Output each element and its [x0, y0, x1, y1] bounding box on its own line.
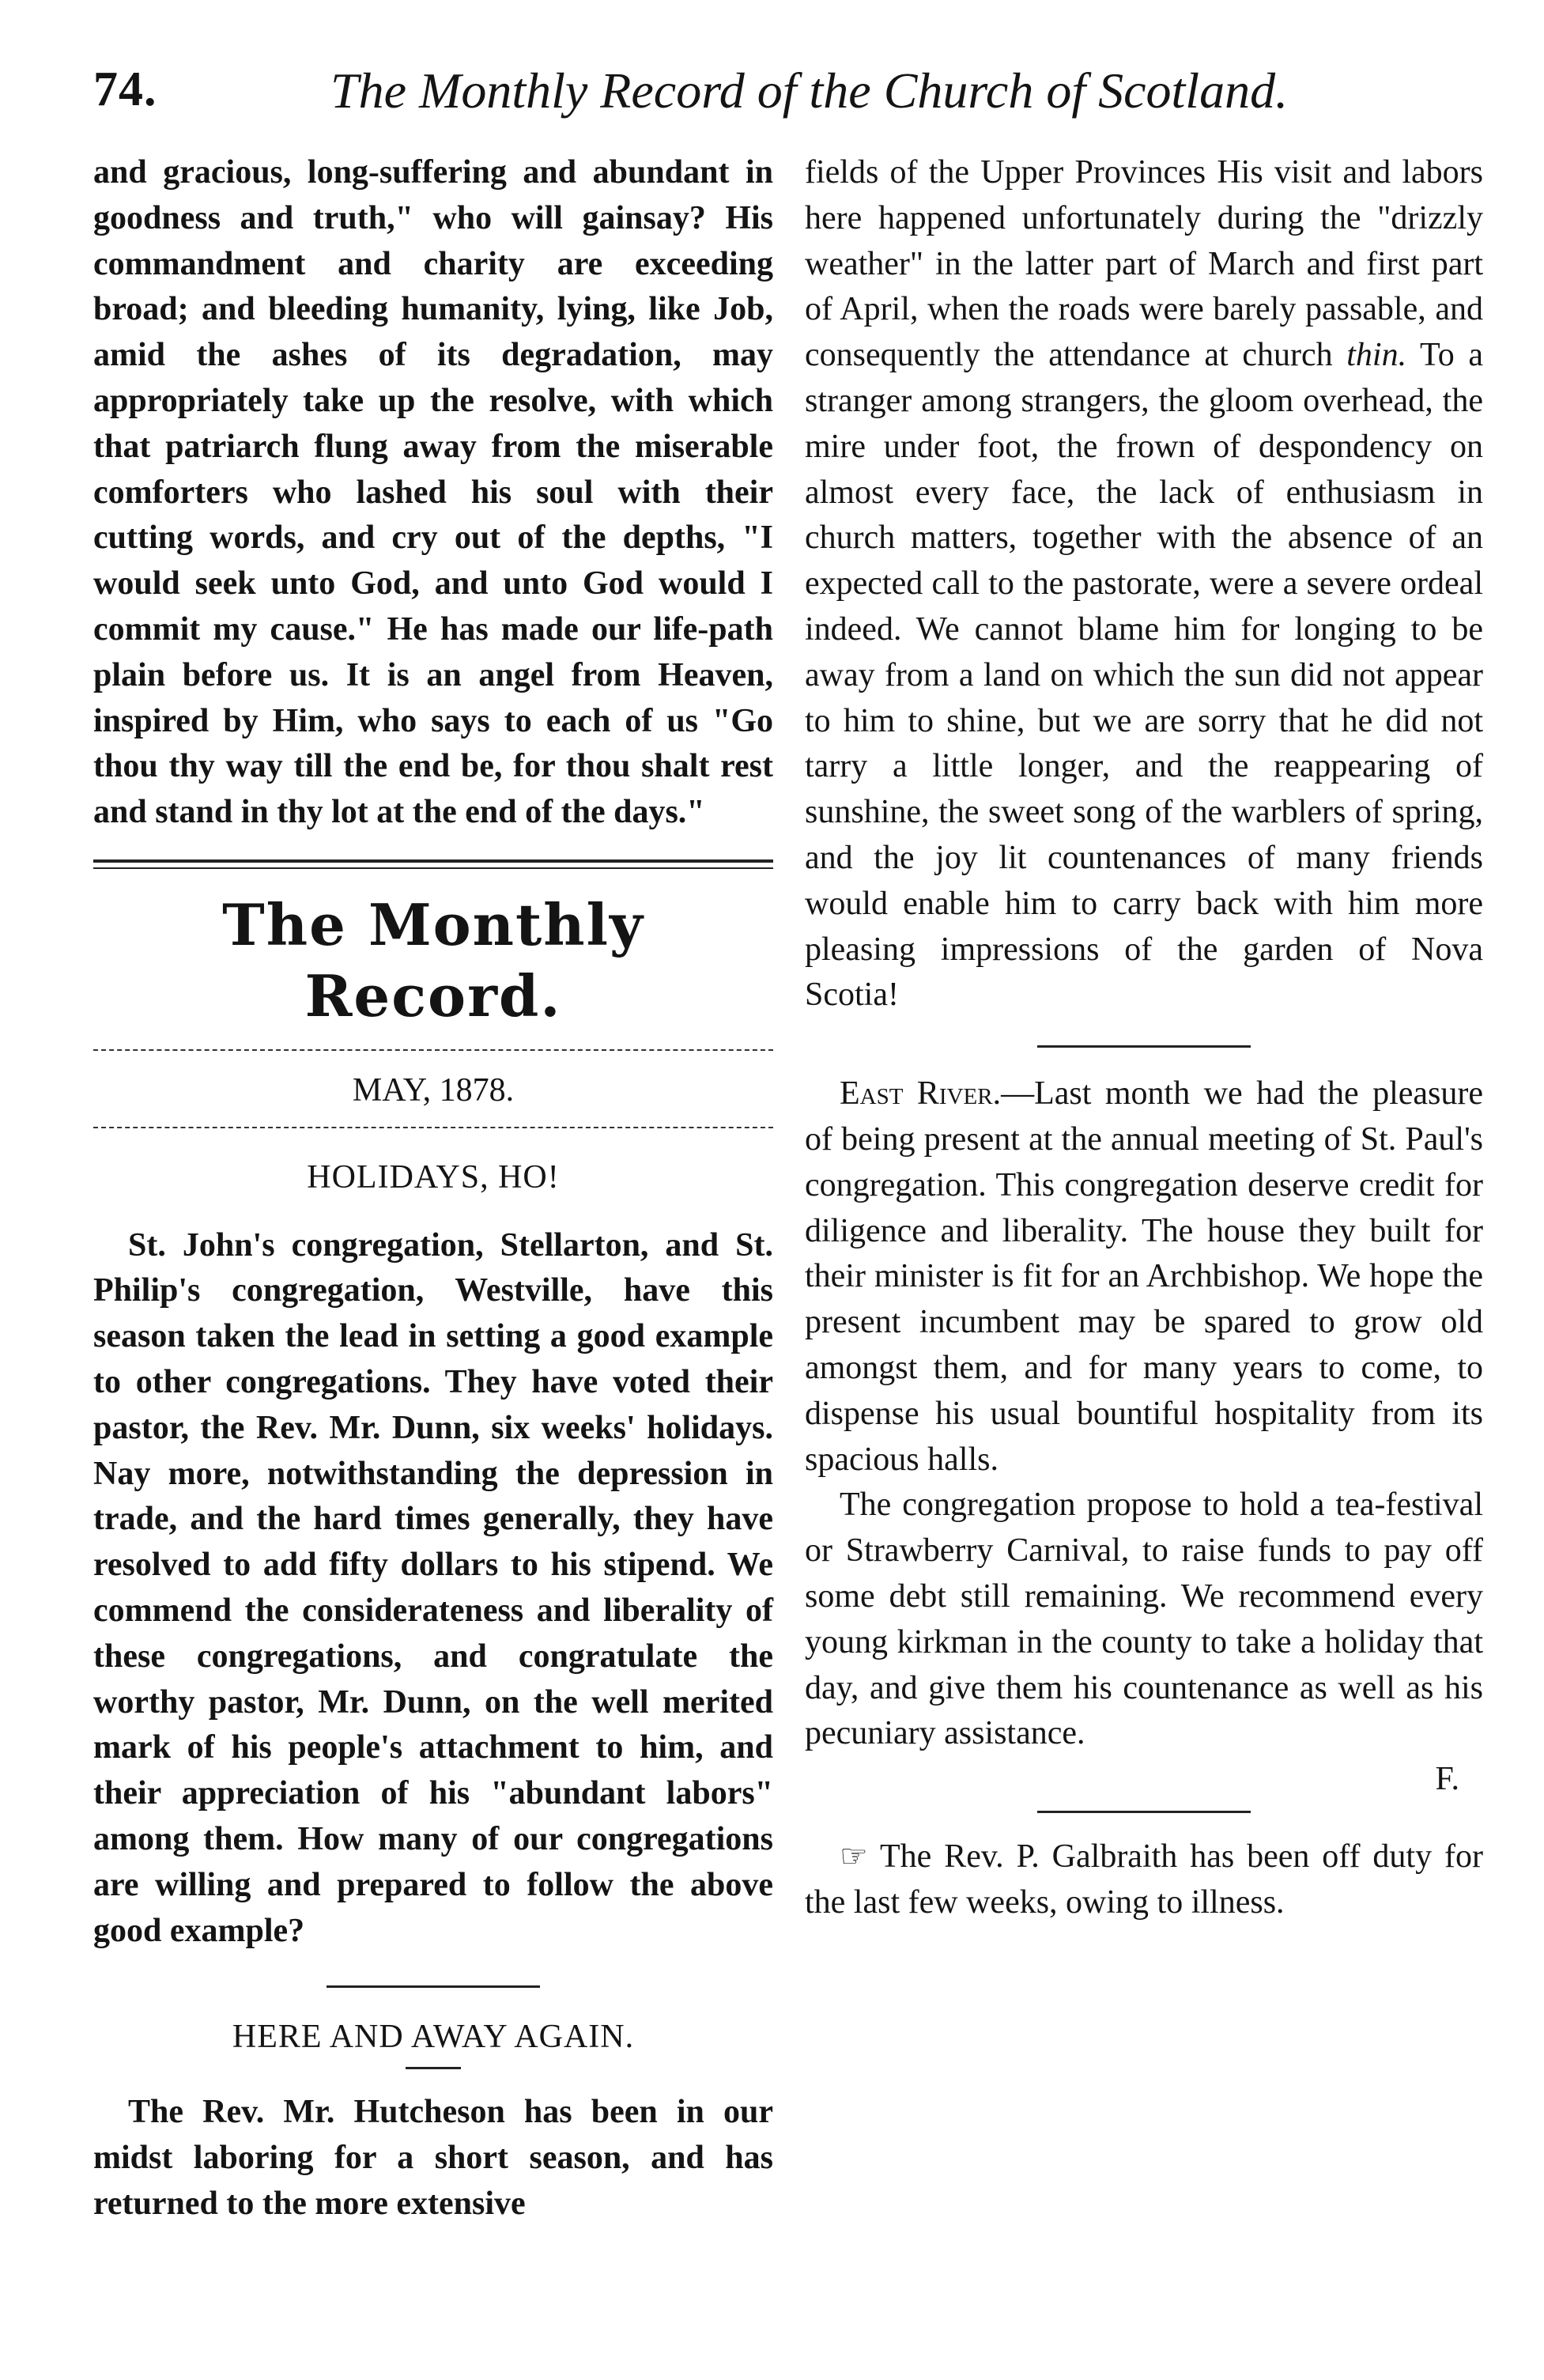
section-divider	[1037, 1045, 1251, 1048]
holidays-heading: HOLIDAYS, HO!	[307, 1158, 560, 1196]
article-text: To a stranger among strangers, the gloom overhead, the mire under foot, the frown of despondency on almost every face, the lack of enthusiasm in church matters, together with the absence of an expected call to the pastorate, were a severe ordeal indeed. We cannot blame him for longing to be away from a land on which the sun did not appear to him to shine, but we are sorry that he did not tarry a little longer, and the reappearing of sunshine, the sweet song of the warblers of spring, and the joy lit countenances of many friends would enable him to carry back with him more pleasing impressions of the garden of Nova Scotia!	[805, 337, 1483, 1014]
masthead-title: The Monthly Record.	[222, 890, 644, 1029]
masthead-bottom-rule	[93, 1049, 773, 1051]
emphasized-word: thin.	[1346, 337, 1407, 374]
running-title: The Monthly Record of the Church of Scotland.	[330, 62, 1289, 119]
galbraith-note	[805, 1834, 1483, 1926]
continued-paragraph: and gracious, long-suffering and abundant in goodness and truth," who will gainsay? His commandment and charity are exceeding broad; and bleeding humanity, lying, like Job, amid the ashes of its degradation, may appropriately take up the resolve, with which that patriarch flung away from the miserable comforters who lashed his soul with their cutting words, and cry out of the depths, "I would seek unto God, and unto God would I commit my cause." He has made our life-path plain before us. It is an angel from Heaven, inspired by Him, who says to each of us "Go thou thy way till the end be, for thou shalt rest and stand in thy lot at the end of the days."	[93, 154, 773, 831]
pointing-hand-icon: ☞	[840, 1838, 868, 1874]
page-number: 74.	[93, 62, 157, 116]
date-rule	[93, 1127, 773, 1128]
section-divider	[1037, 1811, 1251, 1813]
tea-festival-article: The congregation propose to hold a tea-festival or Strawberry Carnival, to raise funds to pay off some debt still remaining. We recommend every young kirkman in the county to take a holiday that day, and give them his countenance as well as his pecuniary assistance.	[805, 1487, 1483, 1752]
section-divider	[327, 1985, 540, 1988]
right-column	[805, 150, 1483, 1925]
article-text: —Last month we had the pleasure of being present at the annual meeting of St. Paul's congregation. This congregation deserve credit for diligence and liberality. The house they built for their minister is fit for an Archbishop. We hope the present incumbent may be spared to grow old amongst them, and for many years to come, to dispense his usual bountiful hospitality from its spacious halls.	[805, 1075, 1483, 1478]
east-river-label: East River.	[840, 1075, 1002, 1113]
note-text: The Rev. P. Galbraith has been off duty for the last few weeks, owing to illness.	[805, 1838, 1483, 1921]
issue-date: MAY, 1878.	[352, 1071, 515, 1109]
page-header	[93, 62, 1453, 133]
here-and-away-article-start: The Rev. Mr. Hutcheson has been in our midst laboring for a short season, and has returned to the more extensive	[93, 2094, 773, 2222]
author-signature: F.	[1435, 1761, 1459, 1798]
heading-underline	[406, 2067, 461, 2069]
here-and-away-article-cont	[805, 150, 1483, 1018]
masthead-top-rule	[93, 859, 773, 869]
left-column	[93, 150, 773, 2227]
holidays-article: St. John's congregation, Stellarton, and St. Philip's congregation, Westville, have this season taken the lead in setting a good example to other congregations. They have voted their pastor, the Rev. Mr. Dunn, six weeks' holidays. Nay more, notwithstanding the depression in trade, and the hard times generally, they have resolved to add fifty dollars to his stipend. We commend the considerateness and liberality of these congregations, and congratulate the worthy pastor, Mr. Dunn, on the well merited mark of his people's attachment to him, and their appreciation of his "abundant labors" among them. How many of our congregations are willing and prepared to follow the above good example?	[93, 1226, 773, 1949]
article-text: fields of the Upper Provinces His visit and labors here happened unfortunately during the "drizzly weather" in the latter part of March and first part of April, when the roads were barely passable, and consequently the attendance at church	[805, 154, 1483, 374]
here-and-away-heading: HERE AND AWAY AGAIN.	[232, 2019, 635, 2056]
east-river-article	[805, 1071, 1483, 1483]
